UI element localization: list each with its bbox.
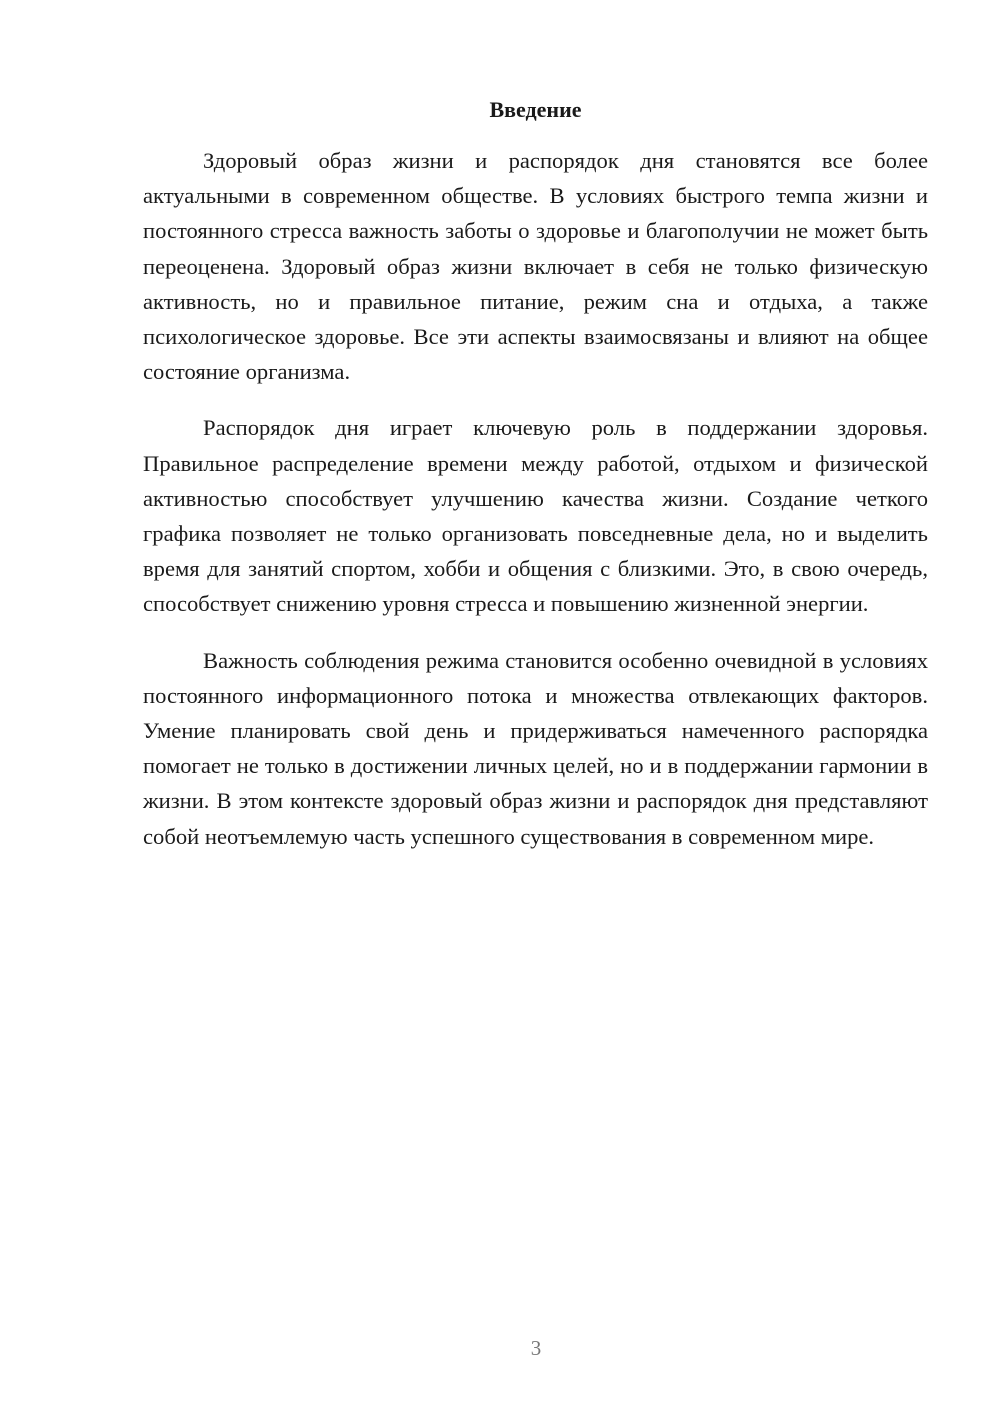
paragraph-1: Здоровый образ жизни и распорядок дня становятся все более актуальными в современном обществе. В условиях быстрого темпа жизни и постоянного стресса важность заботы о здоровье и благополучии не может быть переоценена. Здоровый образ жизни включает в себя не только физическую активность, но и правильное питание, режим сна и отдыха, а также психологическое здоровье. Все эти аспекты взаимосвязаны и влияют на общее состояние организма. [143,148,928,385]
paragraph-3: Важность соблюдения режима становится особенно очевидной в условиях постоянного информационного потока и множества отвлекающих факторов. Умение планировать свой день и придерживаться намеченного распорядка помогает не только в достижении личных целей, но и в поддержании гармонии в жизни. В этом контексте здоровый образ жизни и распорядок дня представляют собой неотъемлемую часть успешного существования в современном мире. [143,647,928,849]
page-number: 3 [530,1336,542,1360]
section-heading: Введение [489,97,582,122]
paragraph-2: Распорядок дня играет ключевую роль в поддержании здоровья. Правильное распределение времени между работой, отдыхом и физической активностью способствует улучшению качества жизни. Создание четкого графика позволяет не только организовать повседневные дела, но и выделить время для занятий спортом, хобби и общения с близкими. Это, в свою очередь, способствует снижению уровня стресса и повышению жизненной энергии. [143,415,928,617]
body-text [143,143,928,875]
